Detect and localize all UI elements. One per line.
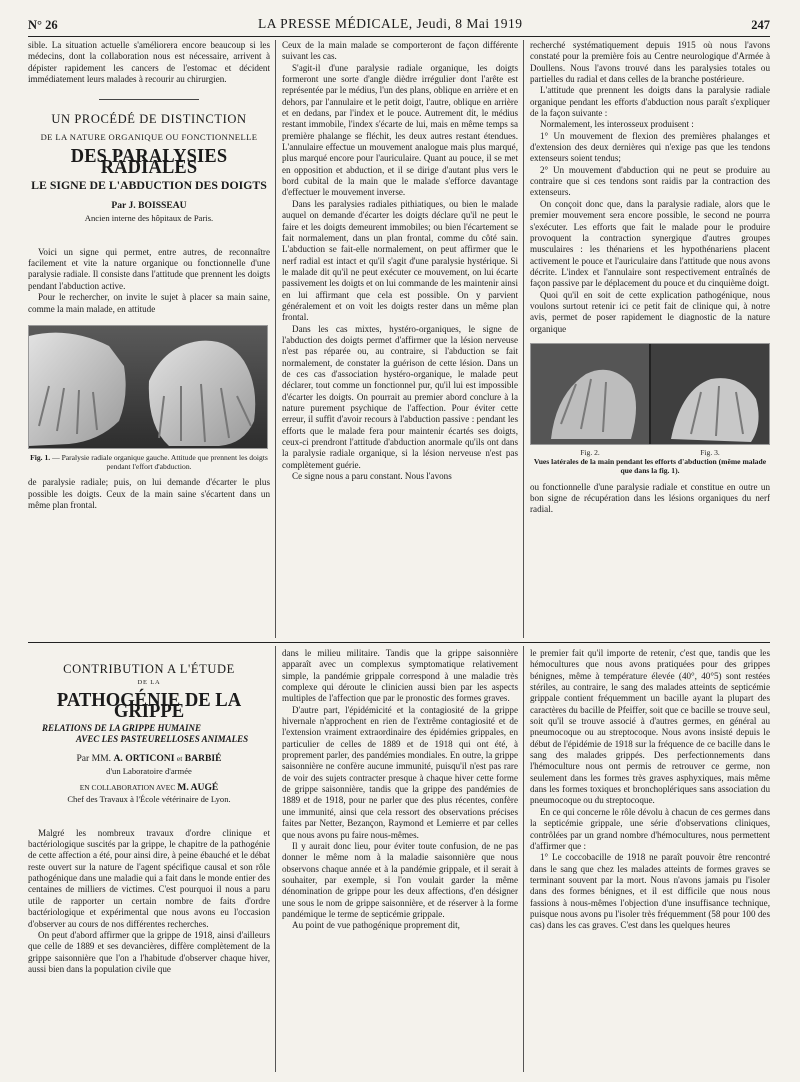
- paragraph: L'attitude que prennent les doigts dans la paralysie radiale organique pendant les efforts d'abduction nous paraît s'expliquer de la façon suivante :: [530, 85, 770, 119]
- column-divider: [275, 646, 276, 1072]
- bottom-column-2: [282, 648, 518, 1072]
- paragraph: On conçoit donc que, dans la paralysie radiale, alors que le premier mouvement sera encore possible, le second ne pourra s'exécuter. Les efforts que fait le malade pour le produire provoquent la contraction synergique d'autres groupes musculaires : les thénariens et les hypothénariens placent activement le pouce et l'auriculaire dans l'attitude que nous avons décrite. L'index et l'annulaire sont respectivement entraînés de façon passive par le déplacement du pouce et du cinquième doigt.: [530, 198, 770, 289]
- paragraph: sible. La situation actuelle s'améliorera encore beaucoup si les médecins, dont la collaboration nous est nécessaire, arrivent à dépister rapidement les cancers de l'estomac et décident immédiatement leurs malades à recourir au chirurgien.: [28, 40, 270, 85]
- article-kicker: UN PROCÉDÉ DE DISTINCTION: [51, 112, 247, 127]
- paragraph: de paralysie radiale; puis, on lui demande d'écarter le plus possible les doigts. Ceux de la main saine s'écartent dans un même plan frontal.: [28, 477, 270, 510]
- journal-title: LA PRESSE MÉDICALE, Jeudi, 8 Mai 1919: [258, 16, 523, 31]
- paragraph: Quoi qu'il en soit de cette explication pathogénique, nous voulons surtout retenir ici ce petit fait de clinique qui, à notre avis, permet de poser rapidement le diagnostic de la nature organique: [530, 289, 770, 334]
- paragraph: 1° Un mouvement de flexion des premières phalanges et d'extension des deux dernières qui n'exige pas que les tendons extenseurs soient tendus;: [530, 130, 770, 164]
- top-column-3: [530, 40, 770, 640]
- issue-number: N° 26: [28, 18, 58, 32]
- hands-photo-icon: [29, 326, 267, 448]
- bottom-column-3: [530, 648, 770, 1072]
- paragraph: le premier fait qu'il importe de retenir, c'est que, tandis que les hémocultures que nous avons pratiquées pour des grippes bénignes, même à température élevée (40°, 40°5) sont restées stériles, au contraire, le sang des malades atteints de septicémie grippale contient fréquemment un bacille ayant la plupart des caractères du bacille de Pfeiffer, soit que ce bacille se trouve seul, soit qu'il se trouve associé à d'autres germes, en général au pneumocoque ou au streptocoque. Nous avons insisté depuis le début de l'épidémie de 1918 sur la fréquence de ce bacille dans le sang des malades grippés. Des perfectionnements dans l'hémoculture nous ont permis de retrouver ce germe, non seulement dans les formes très graves asphyxiques, mais même dans les formes toxiques et bronchopléгiques sans association du pneumocoque ou du streptocoque.: [530, 648, 770, 806]
- paragraph: On peut d'abord affirmer que la grippe de 1918, ainsi d'ailleurs que celle de 1889 et ses devancières, diffère complètement de la grippe saisonnière que l'on a l'habitude d'observer chaque hiver, aussi bien dans la population civile que: [28, 929, 270, 974]
- article-authors: Par MM. A. ORTICONI et BARBIÉ: [76, 753, 222, 765]
- top-column-2: [282, 40, 518, 640]
- article-author: Par J. BOISSEAU: [111, 200, 187, 212]
- article-overline: DE LA: [137, 679, 161, 687]
- column-divider: [523, 40, 524, 638]
- paragraph: Malgré les nombreux travaux d'ordre clinique et bactériologique suscités par la grippe, le chapitre de la pathogénie de cette affection a été, pour ainsi dire, à peine ébauché et le débat reste ouvert sur la nature de l'agent spécifique causal et son rôle pathogénique dans une maladie qui a fait dans le monde entier des centaines de milliers de victimes. C'est pourquoi il nous a paru utile de rapporter un certain nombre de faits d'ordre bactériologique et expérimental que nous avons eu l'occasion d'observer au cours de nos différentes recherches.: [28, 827, 270, 929]
- figure-2-3-photos: [530, 343, 770, 445]
- article-title: PATHOGÉNIE DE LA GRIPPE: [56, 688, 242, 723]
- paragraph: dans le milieu militaire. Tandis que la grippe saisonnière apparaît avec un complexus symptomatique relativement simple, la pandémie grippale correspond à une maladie très complexe qui déroute le clinicien aussi bien par les aspects multiples de l'affection que par le pronostic des formes graves.: [282, 648, 518, 704]
- figure-2-3-caption: Fig. 2. Fig. 3. Vues latérales de la main pendant les efforts d'abduction (même malade que dans la fig. 1).: [533, 447, 767, 476]
- article-title: DES PARALYSIES RADIALES: [70, 145, 228, 179]
- paragraph: S'agit-il d'une paralysie radiale organique, les doigts formeront une sorte d'angle dièdre irrégulier dont l'arête est représentée par le médius, l'un des plans, oblique en arrière et en dehors, par l'annulaire et le petit doigt, l'autre, oblique en arrière et en dedans, par l'index et le pouce. Autrement dit, le médius restant immobile, l'index s'écarte de lui, mais en même temps sa première phalange se fléchit, les deux autres restant étendues. L'annulaire effectue un mouvement analogue mais plus marqué, plus marqué encore pour l'auriculaire. Quant au pouce, il se met en opposition et abduction, et il se dirige d'autant plus vers le bord cubital de la main que le malade s'efforce davantage d'effectuer le mouvement inverse.: [282, 62, 518, 198]
- article-affiliation: d'un Laboratoire d'armée: [106, 765, 192, 776]
- column-divider: [523, 646, 524, 1072]
- paragraph: recherché systématiquement depuis 1915 où nous l'avons constaté pour la première fois au Centre neurologique d'Armée à Doullens. Nous l'avons trouvé dans les paralysies totales ou partielles du radial et dans celles de la branche postérieure.: [530, 40, 770, 85]
- hand-side-views-icon: [531, 344, 769, 444]
- section-separator: [99, 99, 199, 100]
- column-divider: [275, 40, 276, 638]
- article-subtitle: LE SIGNE DE L'ABDUCTION DES DOIGTS: [31, 177, 267, 192]
- paragraph: Normalement, les interosseux produisent :: [540, 119, 694, 130]
- article-subtitle: RELATIONS DE LA GRIPPE HUMAINE AVEC LES PASTEURELLOSES ANIMALES: [42, 723, 249, 745]
- paragraph: Au point de vue pathogénique proprement dit,: [292, 920, 460, 931]
- page-header: [28, 14, 770, 36]
- paragraph: Dans les paralysies radiales pithiatiques, ou bien le malade auquel on demande d'écarter les doigts déclare qu'il ne peut le faire et les doigts demeurent immobiles; ou bien l'écartement se fait normalement, dans un plan frontal, comme du côté sain. L'abduction se fait-elle normalement, on peut affirmer que le nerf radial est intact et qu'il s'agit d'une paralysie hystérique. Si le malade dit qu'il ne peut exécuter ce mouvement, on lui écarte passivement les doigts et on lui commande de les maintenir ainsi en lui affirmant que cela est possible. On y parvient généralement et on voit les doigts rester dans un même plan frontal.: [282, 198, 518, 323]
- bottom-column-1: [28, 642, 270, 1072]
- page-number: 247: [751, 18, 770, 32]
- article-affiliation: Chef des Travaux à l'École vétérinaire de Lyon.: [67, 794, 231, 805]
- figure-1-photo: [28, 325, 268, 449]
- article-overline: DE LA NATURE ORGANIQUE OU FONCTIONNELLE: [40, 131, 258, 142]
- paragraph: Voici un signe qui permet, entre autres, de reconnaître facilement et vite la nature organique ou fonctionnelle d'une paralysie radiale. Il consiste dans l'attitude que prennent les doigts pendant l'abduction active.: [28, 246, 270, 291]
- paragraph: D'autre part, l'épidémicité et la contagiosité de la grippe hivernale n'approchent en rien de l'extrême contagiosité et de l'extension vraiment extraordinaire des épidémies grippales, en particulier de celles de 1889 et de 1918 qui ont été, à proprement parler, des pandémies mondiales. En outre, la grippe saisonnière ne confère aucune immunité, puisqu'il n'est pas rare de voir des sujets contracter presque à chaque hiver cette forme de grippe saisonnière, tandis que la grippe des pandémies de 1889 et de 1918, pour ne parler que des plus récentes, confère une immunité, ainsi que cela ressort des observations précises faites par Netter, Bezançon, Raymond et Lemierre et par celles que nous avons pu faire nous-mêmes.: [282, 704, 518, 840]
- article-kicker: CONTRIBUTION A L'ÉTUDE: [63, 662, 235, 676]
- header-rule: [28, 36, 770, 37]
- paragraph: Ce signe nous a paru constant. Nous l'avons: [292, 471, 452, 482]
- article-affiliation: Ancien interne des hôpitaux de Paris.: [84, 213, 214, 224]
- paragraph: 2° Un mouvement d'abduction qui ne peut se produire au contraire que si ces tendons sont raidis par la contraction des extenseurs.: [530, 164, 770, 198]
- paragraph: Ceux de la main malade se comporteront de façon différente suivant les cas.: [282, 40, 518, 62]
- paragraph: Il y aurait donc lieu, pour éviter toute confusion, de ne pas donner le même nom à la maladie saisonnière que nous observons chaque année et à la pandémie grippale, et il serait à souhaiter, par exemple, si l'on voulait garder la même dénomination de grippe pour les deux affections, d'en désigner une sous le nom de grippe saisonnière, et de réserver à la forme pandémique le terme de septicémie grippale.: [282, 840, 518, 919]
- paragraph: Pour le rechercher, on invite le sujet à placer sa main saine, comme la main malade, en attitude: [28, 292, 270, 314]
- figure-1-caption: Fig. 1. — Paralysie radiale organique gauche. Attitude que prennent les doigts pendant l'effort d'abduction.: [30, 452, 268, 472]
- paragraph: 1° Le coccobacille de 1918 ne paraît pouvoir être rencontré dans le sang que chez les malades atteints de formes graves se terminant souvent par la mort. Nous n'avons jamais pu l'isoler dans des formes bénignes, et il est difficile que nous nous fassions à nous-mêmes l'objection d'une insuffisance technique, puisque nous avons pu l'isoler très fréquemment (58 pour 100 des cas) dans les cas graves. C'est dans les quelques heures: [530, 852, 770, 931]
- paragraph: Dans les cas mixtes, hystéro-organiques, le signe de l'abduction des doigts permet d'affirmer que la lésion nerveuse n'est pas réparée ou, au contraire, si l'abduction se fait normalement, de constater la guérison de cette lésion. Dans un de ces cas d'association hystéro-organique, le malade peut déclarer, tout comme un fonctionnel pur, qu'il lui est impossible d'écarter les doigts. On pourrait au premier abord conclure à la nature purement psychique de l'affection. Pour éviter cette erreur, il suffit d'avoir recours à l'abduction passive : pendant les efforts que le malade fera pour maintenir écartés ses doigts, ceux-ci prendront l'attitude d'abduction anormale qu'ils ont dans la paralysie radiale organique, si la lésion nerveuse n'est pas complètement guérie.: [282, 323, 518, 470]
- top-column-1: [28, 40, 270, 640]
- paragraph: En ce qui concerne le rôle dévolu à chacun de ces germes dans la septicémie grippale, une série d'observations cliniques, contrôlées par un grand nombre d'hémocultures, nous permettent d'affirmer que :: [530, 806, 770, 851]
- article-collaborator: EN COLLABORATION AVEC M. AUGÉ: [79, 782, 219, 794]
- paragraph: ou fonctionnelle d'une paralysie radiale et constitue en outre un bon signe de récupération dans les lésions organiques du nerf radial.: [530, 481, 770, 515]
- newspaper-page: [28, 14, 770, 1072]
